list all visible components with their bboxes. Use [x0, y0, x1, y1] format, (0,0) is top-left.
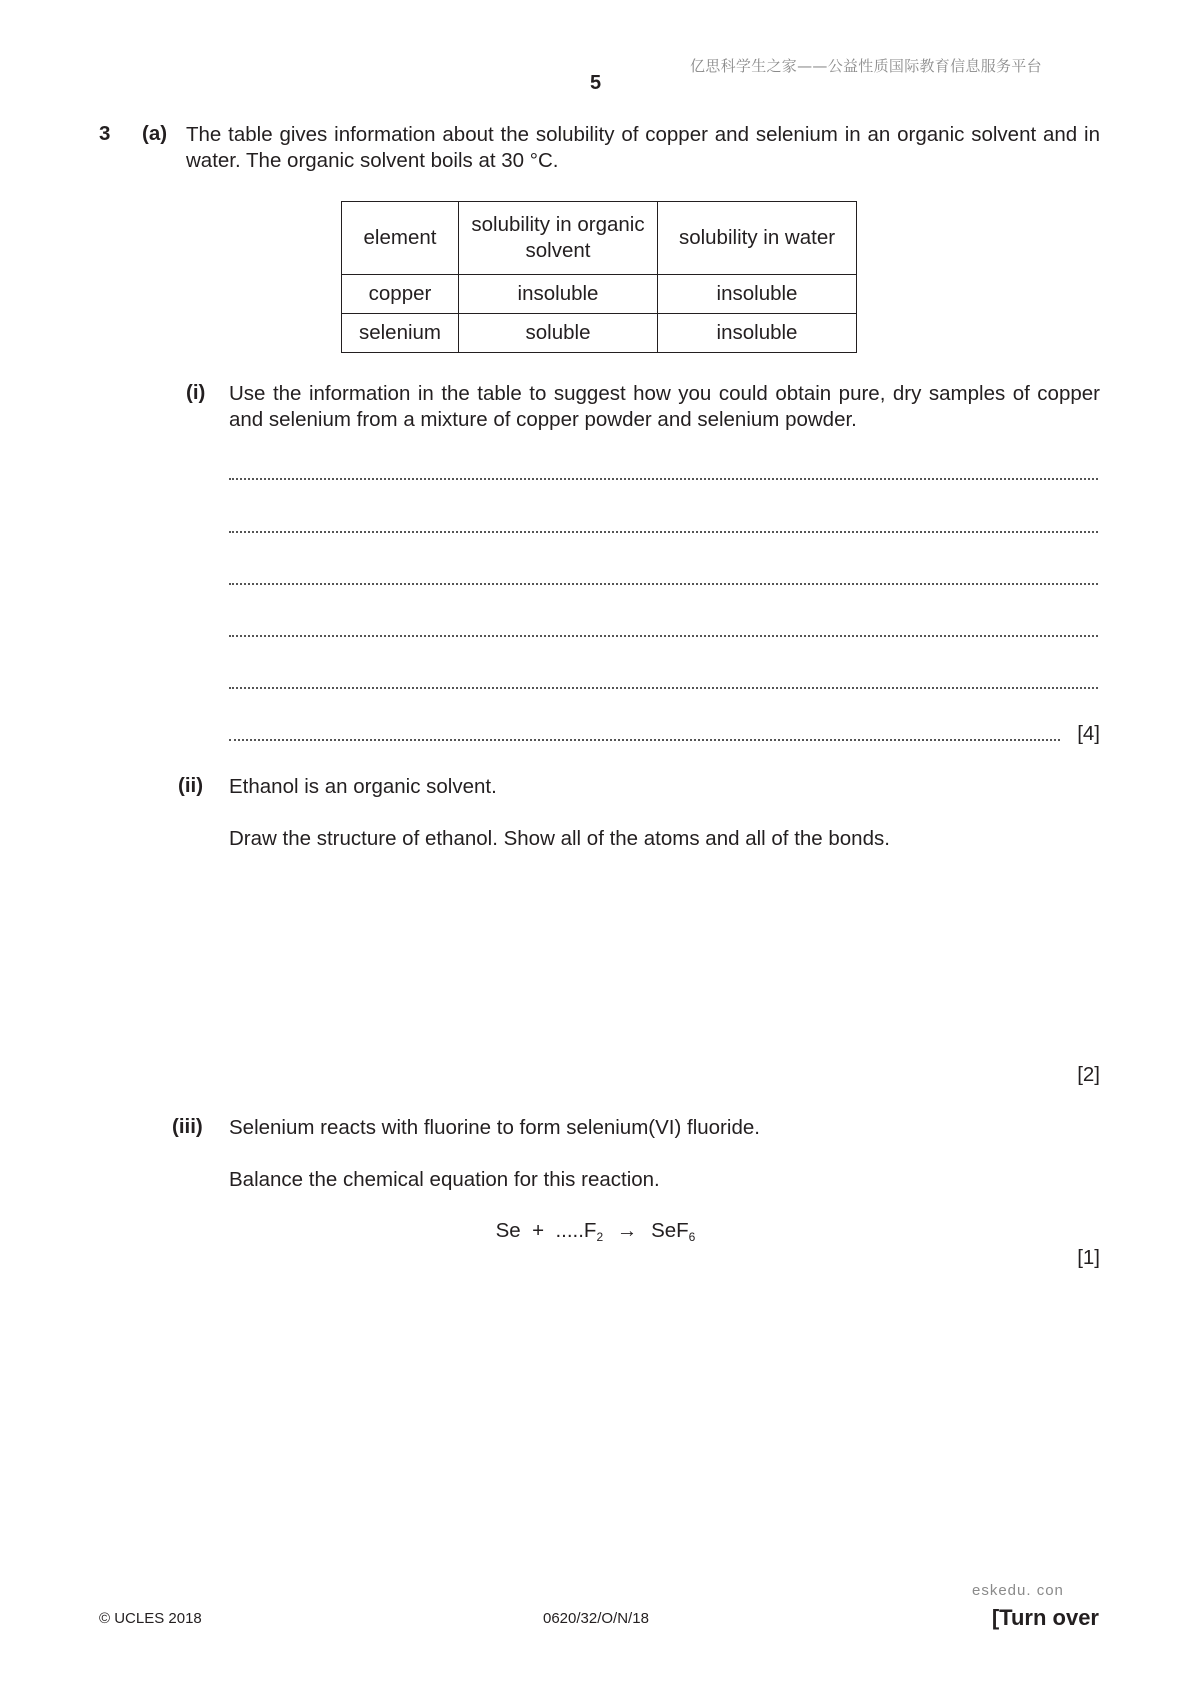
- sub-i-text: Use the information in the table to suggest how you could obtain pure, dry samples of copper and selenium from a mixture of copper powder and selenium powder.: [229, 382, 1100, 431]
- table-row: [342, 275, 857, 314]
- table-row: [342, 314, 857, 353]
- part-a-label: (a): [142, 122, 168, 145]
- mark-allocation: [2]: [1077, 1063, 1100, 1086]
- question-number: 3: [99, 122, 111, 145]
- answer-line[interactable]: [229, 635, 1098, 637]
- sub-ii-line2: Draw the structure of ethanol. Show all of the atoms and all of the bonds.: [229, 827, 890, 850]
- solubility-table: [341, 201, 857, 353]
- answer-line[interactable]: [229, 478, 1098, 480]
- sub-ii-line1: Ethanol is an organic solvent.: [229, 775, 497, 798]
- equation-left-subscript: 2: [596, 1230, 604, 1244]
- sub-ii-label: (ii): [178, 774, 204, 797]
- table-cell: insoluble: [459, 275, 658, 314]
- equation-right-subscript: 6: [688, 1230, 696, 1244]
- answer-line[interactable]: [229, 531, 1098, 533]
- table-cell: insoluble: [658, 314, 857, 353]
- paper-code: 0620/32/O/N/18: [543, 1610, 649, 1627]
- page-number: 5: [589, 72, 602, 94]
- sub-iii-line2: Balance the chemical equation for this reaction.: [229, 1168, 660, 1191]
- answer-line[interactable]: [229, 583, 1098, 585]
- sub-iii-line1: Selenium reacts with fluorine to form selenium(VI) fluoride.: [229, 1116, 760, 1139]
- site-watermark: eskedu. con: [972, 1582, 1064, 1599]
- watermark-text: 亿思科学生之家——公益性质国际教育信息服务平台: [690, 57, 1042, 75]
- sub-i-label: (i): [186, 381, 206, 404]
- drawing-area[interactable]: [229, 870, 1098, 1050]
- table-header-cell: element: [342, 202, 459, 275]
- sub-iii-label: (iii): [172, 1115, 203, 1138]
- table-cell: insoluble: [658, 275, 857, 314]
- table-header-cell: solubility in organic solvent: [459, 202, 658, 275]
- table-header-row: [342, 202, 857, 275]
- copyright: © UCLES 2018: [99, 1610, 202, 1627]
- reaction-arrow-icon: →: [616, 1219, 638, 1242]
- table-cell: soluble: [459, 314, 658, 353]
- chemical-equation[interactable]: [0, 1219, 1191, 1244]
- mark-allocation: [1]: [1077, 1246, 1100, 1269]
- mark-allocation: [4]: [1077, 722, 1100, 745]
- part-a-intro: The table gives information about the solubility of copper and selenium in an organic solvent and in water. The organic solvent boils at 30 °C.: [186, 123, 1100, 172]
- answer-line[interactable]: [229, 739, 1060, 741]
- table-cell: selenium: [342, 314, 459, 353]
- table-header-cell: solubility in water: [658, 202, 857, 275]
- turn-over: [Turn over: [991, 1605, 1099, 1630]
- equation-left: Se + .....F: [495, 1219, 597, 1242]
- equation-right: SeF: [651, 1219, 689, 1242]
- table-cell: copper: [342, 275, 459, 314]
- answer-line[interactable]: [229, 687, 1098, 689]
